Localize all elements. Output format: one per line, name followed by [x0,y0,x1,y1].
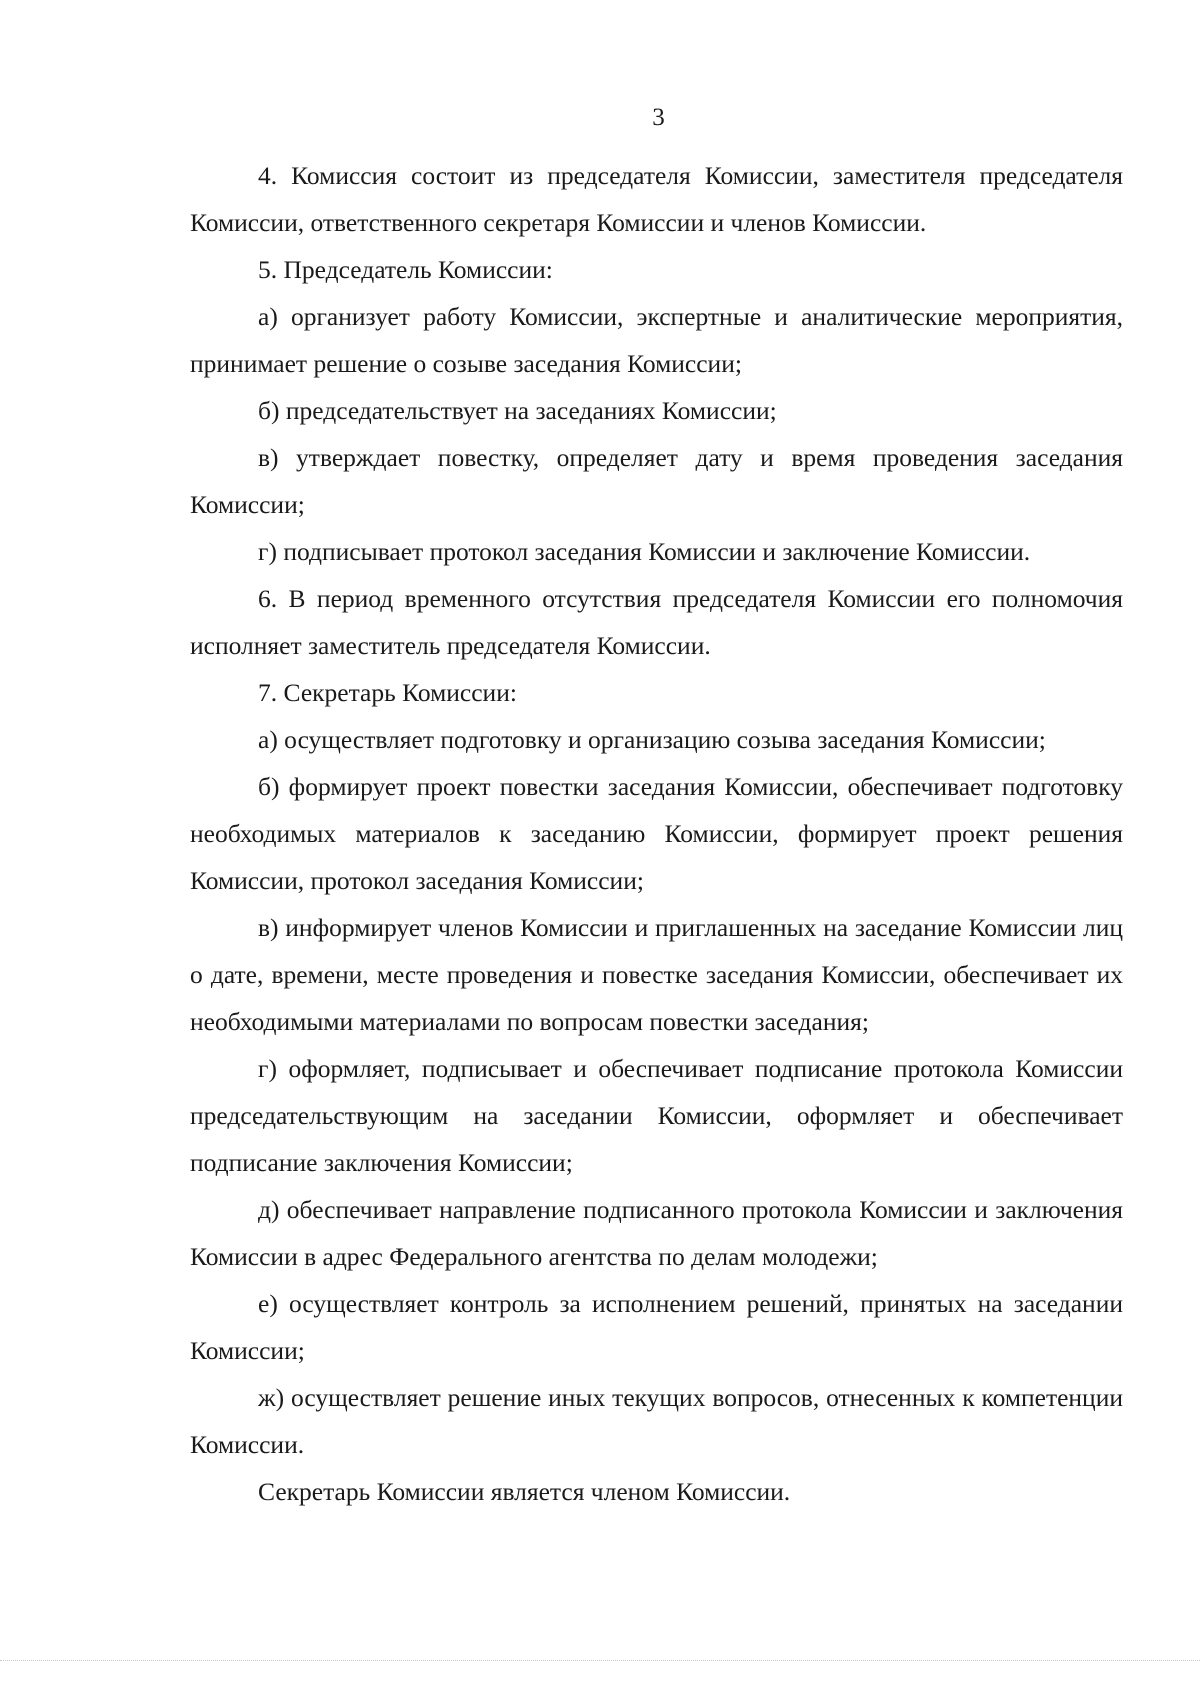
paragraph-5a: а) организует работу Комиссии, экспертные и аналитические мероприятия, принимает решение о созыве заседания Комиссии; [190,302,1123,378]
paragraph-5b: б) председательствует на заседаниях Комиссии; [258,396,777,425]
paragraph-5v: в) утверждает повестку, определяет дату и время проведения заседания Комиссии; [190,443,1123,519]
paragraph-5: 5. Председатель Комиссии: [258,255,553,284]
paragraph-7zh: ж) осуществляет решение иных текущих вопросов, отнесенных к компетенции Комиссии. [190,1383,1123,1459]
paragraph-7v: в) информирует членов Комиссии и приглашенных на заседание Комиссии лиц о дате, времени, месте проведения и повестке заседания Комиссии, обеспечивает их необходимыми материалами по вопросам повестки заседания; [190,913,1123,1036]
paragraph-secretary-member: Секретарь Комиссии является членом Комиссии. [258,1477,791,1506]
paragraph-6: 6. В период временного отсутствия председателя Комиссии его полномочия исполняет заместитель председателя Комиссии. [190,584,1123,660]
paragraph-4: 4. Комиссия состоит из председателя Комиссии, заместителя председателя Комиссии, ответственного секретаря Комиссии и членов Комиссии. [190,161,1123,237]
paragraph-7: 7. Секретарь Комиссии: [258,678,517,707]
paragraph-7e: е) осуществляет контроль за исполнением решений, принятых на заседании Комиссии; [190,1289,1123,1365]
document-body [190,152,1123,1515]
page-number: 3 [652,104,665,131]
scan-edge-line [0,1660,1200,1661]
paragraph-5g: г) подписывает протокол заседания Комиссии и заключение Комиссии. [258,537,1031,566]
paragraph-7g: г) оформляет, подписывает и обеспечивает подписание протокола Комиссии председательствующим на заседании Комиссии, оформляет и обеспечивает подписание заключения Комиссии; [190,1054,1123,1177]
paragraph-7a: а) осуществляет подготовку и организацию созыва заседания Комиссии; [258,725,1046,754]
paragraph-7d: д) обеспечивает направление подписанного протокола Комиссии и заключения Комиссии в адрес Федерального агентства по делам молодежи; [190,1195,1123,1271]
paragraph-7b: б) формирует проект повестки заседания Комиссии, обеспечивает подготовку необходимых материалов к заседанию Комиссии, формирует проект решения Комиссии, протокол заседания Комиссии; [190,772,1123,895]
